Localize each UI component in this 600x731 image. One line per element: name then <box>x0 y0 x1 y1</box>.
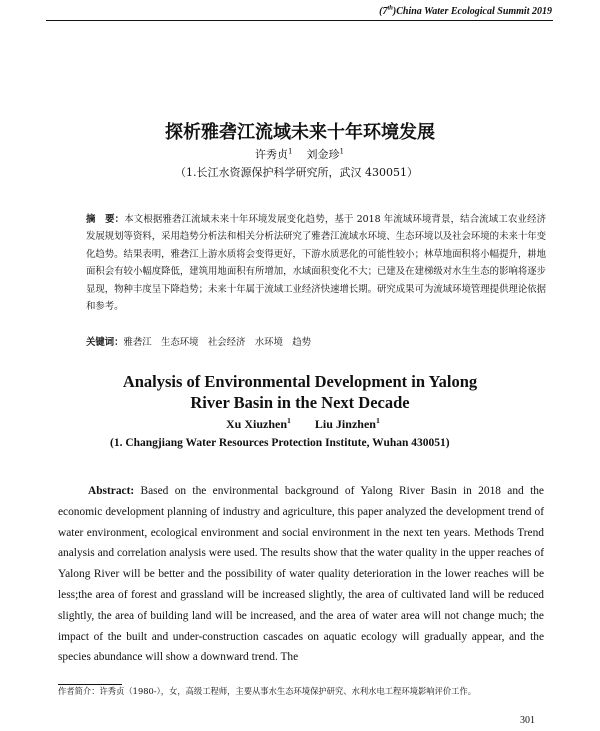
english-authors: Xu Xiuzhen$^1$ Liu Jinzhen$^1$ <box>226 416 380 431</box>
english-author-1: Xu Xiuzhen <box>226 417 288 431</box>
english-title-line-2: River Basin in the Next Decade <box>190 393 410 412</box>
english-affiliation: (1. Changjiang Water Resources Protection Institute, Wuhan 430051) <box>110 437 450 449</box>
chinese-keywords <box>86 334 311 348</box>
english-abstract-text: Based on the environmental background of Yalong River Basin in 2018 and the economic development planning of industry and agriculture, this paper analyzed the development trend of water environment, ecological environment and social environment in the next ten years. Methods Trend analysis and correlation analysis were used. The results show that the water quality in the upper reaches of Yalong River will be better and the possibility of water quality deterioration in the lower reaches will be less;the area of forest and grassland will be increased slightly, the area of cultivated land will be reduced slightly, the area of building land will be increased, and the area of water area will not change much; the impact of the built and under-construction cascades on aquatic ecology will gradually appear, and the species abundance will show a downward trend. The <box>58 485 544 664</box>
chinese-keywords-label: 关键词： <box>86 337 124 348</box>
chinese-abstract-text: 本文根据雅砻江流域未来十年环境发展变化趋势，基于 2018 年流域环境背景，结合流域工农业经济发展规划等资料，采用趋势分析法和相关分析法研究了雅砻江流域水环境、生态环境以及社会环境的未来十年变化趋势。结果表明，雅砻江上游水质将会变得更好，下游水质恶化的可能性较小；林草地面积将小幅提升，耕地面积会有较小幅度降低，建筑用地面积有所增加，水域面积变化不大；已建及在建梯级对水生生态的影响将逐步显现，物种丰度呈下降趋势；未来十年属于流域工业经济快速增长期。研究成果可为流域环境管理提供理论依据和参考。 <box>86 214 546 313</box>
english-abstract <box>58 481 544 668</box>
chinese-affiliation: （1.长江水资源保护科学研究所，武汉 430051） <box>175 166 418 179</box>
english-title-line-1: Analysis of Environmental Development in Yalong <box>122 372 478 391</box>
running-header: (7th)China Water Ecological Summit 2019 <box>379 4 552 17</box>
chinese-abstract <box>86 211 546 315</box>
english-abstract-label: Abstract: <box>88 485 135 497</box>
chinese-title: 探析雅砻江流域未来十年环境发展 <box>165 122 435 143</box>
chinese-authors: 许秀贞$^1$ 刘金珍$^1$ <box>255 146 345 161</box>
chinese-keywords-text: 雅砻江 生态环境 社会经济 水环境 趋势 <box>123 337 312 348</box>
header-rule <box>46 20 553 21</box>
chinese-abstract-label: 摘 要： <box>86 214 125 225</box>
english-author-2: Liu Jinzhen <box>314 417 376 431</box>
chinese-author-1: 许秀贞 <box>255 148 288 161</box>
author-footnote: 作者简介：许秀贞（1980-），女，高级工程师，主要从事水生态环境保护研究、水利水电工程环境影响评价工作。 <box>58 686 477 696</box>
chinese-author-2: 刘金珍 <box>306 148 340 161</box>
page-number: 301 <box>520 715 535 726</box>
